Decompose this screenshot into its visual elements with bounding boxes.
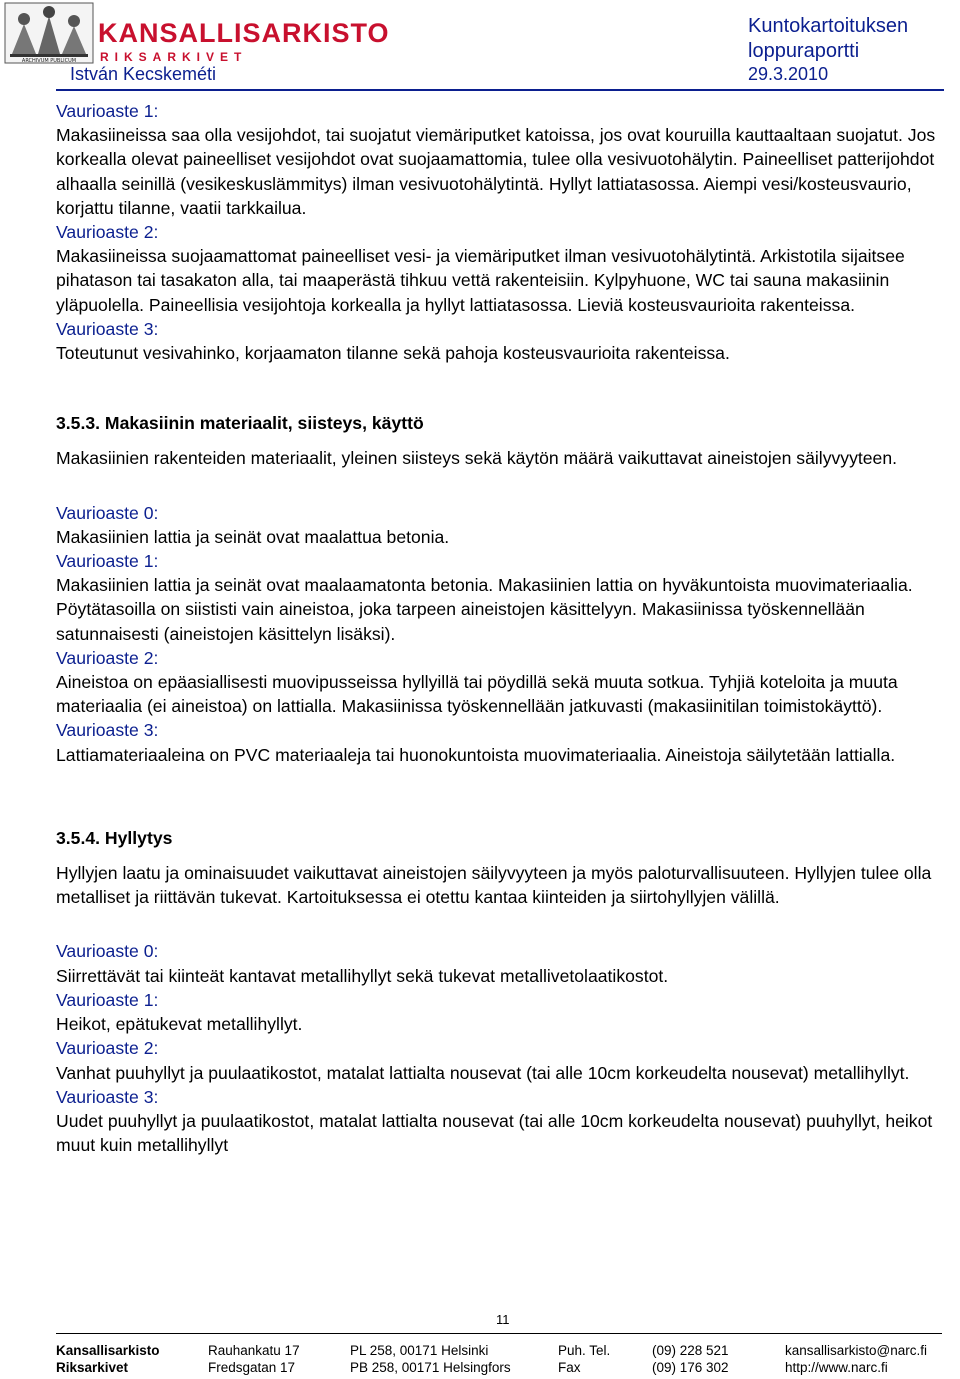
damage-level-text: Makasiineissa saa olla vesijohdot, tai suojatut viemäriputket katoissa, jos ovat kouruilla kauttaaltaan suojatut. Jos korkealla olevat paineelliset vesijohdot ovat suojaamattomia, tulee olla vesivuotohälytin. Paineelliset patterijohdot alhaalla seinillä (vesikeskuslämmitys) ilman vesivuotohälytintä. Hyllyt lattiatasossa. Aiempi vesi/kosteusvaurio, korjattu tilanne, vaatii tarkkailua. — [56, 125, 936, 218]
footer-fax-label: Fax — [558, 1360, 581, 1375]
damage-level-text: Toteutunut vesivahinko, korjaamaton tilanne sekä pahoja kosteusvaurioita rakenteissa. — [56, 343, 730, 364]
svg-text:ARCHIVUM PUBLICUM: ARCHIVUM PUBLICUM — [21, 58, 77, 64]
footer-email-link[interactable]: kansallisarkisto@narc.fi — [785, 1343, 928, 1358]
footer-row-swedish — [0, 1360, 960, 1378]
logo-title: KANSALLISARKISTO — [98, 18, 390, 48]
footer-phone-label: Puh. Tel. — [558, 1343, 611, 1358]
damage-level-text: Uudet puuhyllyt ja puulaatikostot, matalat lattialta nousevat (tai alle 10cm korkeudelta nousevat) puuhyllyt, heikot muut kuin metallihyllyt — [56, 1110, 933, 1156]
archive-seal-icon — [4, 2, 94, 64]
footer-row-finnish — [0, 1343, 960, 1361]
damage-level-label: Vaurioaste 1: — [56, 101, 159, 121]
damage-level-label: Vaurioaste 3: — [56, 318, 159, 339]
damage-level-label: Vaurioaste 1: — [56, 989, 159, 1010]
footer-divider — [56, 1333, 942, 1334]
footer-pobox: PB 258, 00171 Helsingfors — [350, 1360, 511, 1375]
page-number: 11 — [496, 1312, 510, 1327]
footer-org: Riksarkivet — [56, 1360, 129, 1375]
footer-street: Rauhankatu 17 — [208, 1343, 300, 1358]
footer-pobox: PL 258, 00171 Helsinki — [350, 1343, 489, 1358]
header-title-line2: loppuraportti — [748, 40, 860, 62]
header-date: 29.3.2010 — [748, 64, 829, 84]
damage-level-label: Vaurioaste 3: — [56, 1086, 159, 1107]
section-heading: 3.5.4. Hyllytys — [56, 827, 173, 848]
section-intro: Hyllyjen laatu ja ominaisuudet vaikuttavat aineistojen säilyvyyteen ja myös paloturvallisuuteen. Hyllyjen tulee olla metalliset ja riittävän tukevat. Kartoituksessa ei otettu kantaa kiinteiden ja siirtohyllyjen välillä. — [56, 863, 932, 908]
header-title-line1: Kuntokartoituksen — [748, 15, 909, 37]
footer-fax: (09) 176 302 — [652, 1360, 729, 1375]
footer-web-link[interactable]: http://www.narc.fi — [785, 1360, 888, 1375]
footer-org: Kansallisarkisto — [56, 1343, 160, 1358]
damage-level-label: Vaurioaste 3: — [56, 720, 159, 741]
page-header — [0, 0, 960, 92]
damage-level-label: Vaurioaste 0: — [56, 941, 159, 962]
damage-level-text: Makasiinien lattia ja seinät ovat maalaamatonta betonia. Makasiinien lattia on hyväkuntoista muovimateriaalia. Pöytätasoilla on siististi vain aineistoa, joka tarpeen aineistojen käsittelyyn. Makasiinissa työskennellään satunnaisesti (aineistojen käsittelyn lisäksi). — [56, 575, 913, 644]
footer-phone: (09) 228 521 — [652, 1343, 729, 1358]
document-body — [56, 99, 946, 1157]
damage-level-label: Vaurioaste 0: — [56, 502, 159, 523]
header-author: István Kecskeméti — [70, 64, 217, 84]
damage-level-text: Makasiinien lattia ja seinät ovat maalattua betonia. — [56, 526, 450, 547]
logo-subtitle: RIKSARKIVET — [100, 50, 248, 64]
damage-level-label: Vaurioaste 2: — [56, 222, 159, 243]
damage-level-text: Vanhat puuhyllyt ja puulaatikostot, matalat lattialta nousevat (tai alle 10cm korkeudelta nousevat) metallihyllyt. — [56, 1062, 910, 1083]
section-intro: Makasiinien rakenteiden materiaalit, yleinen siisteys sekä käytön määrä vaikuttavat aineistojen säilyvyyteen. — [56, 448, 898, 469]
damage-level-text: Siirrettävät tai kiinteät kantavat metallihyllyt sekä tukevat metallivetolaatikostot. — [56, 965, 669, 986]
footer-street: Fredsgatan 17 — [208, 1360, 296, 1375]
damage-level-text: Lattiamateriaaleina on PVC materiaaleja tai huonokuntoista muovimateriaalia. Aineistoja säilytetään lattialla. — [56, 744, 896, 765]
damage-level-label: Vaurioaste 1: — [56, 551, 159, 572]
damage-level-text: Heikot, epätukevat metallihyllyt. — [56, 1014, 303, 1035]
header-divider — [56, 89, 944, 91]
damage-level-text: Aineistoa on epäasiallisesti muovipusseissa hyllyillä tai pöydillä sekä muuta sotkua. Tyhjiä koteloita ja muuta materiaalia (ei aineistoa) on lattialla. Makasiinissa työskennellään jatkuvasti (makasiinitilan toimistokäyttö). — [56, 672, 898, 717]
section-heading: 3.5.3. Makasiinin materiaalit, siisteys, käyttö — [56, 413, 424, 434]
damage-level-label: Vaurioaste 2: — [56, 1038, 159, 1059]
damage-level-label: Vaurioaste 2: — [56, 647, 159, 668]
damage-level-text: Makasiineissa suojaamattomat paineelliset vesi- ja viemäriputket ilman vesivuotohälytintä. Arkistotila sijaitsee pihatason tai tasakaton alla, tai maaperästä tihkuu vettä rakenteisiin. Kylpyhuone, WC tai sauna makasiinin yläpuolella. Paineellisia vesijohtoja korkealla ja hyllyt lattiatasossa. Lieviä kosteusvaurioita rakenteissa. — [56, 246, 905, 315]
